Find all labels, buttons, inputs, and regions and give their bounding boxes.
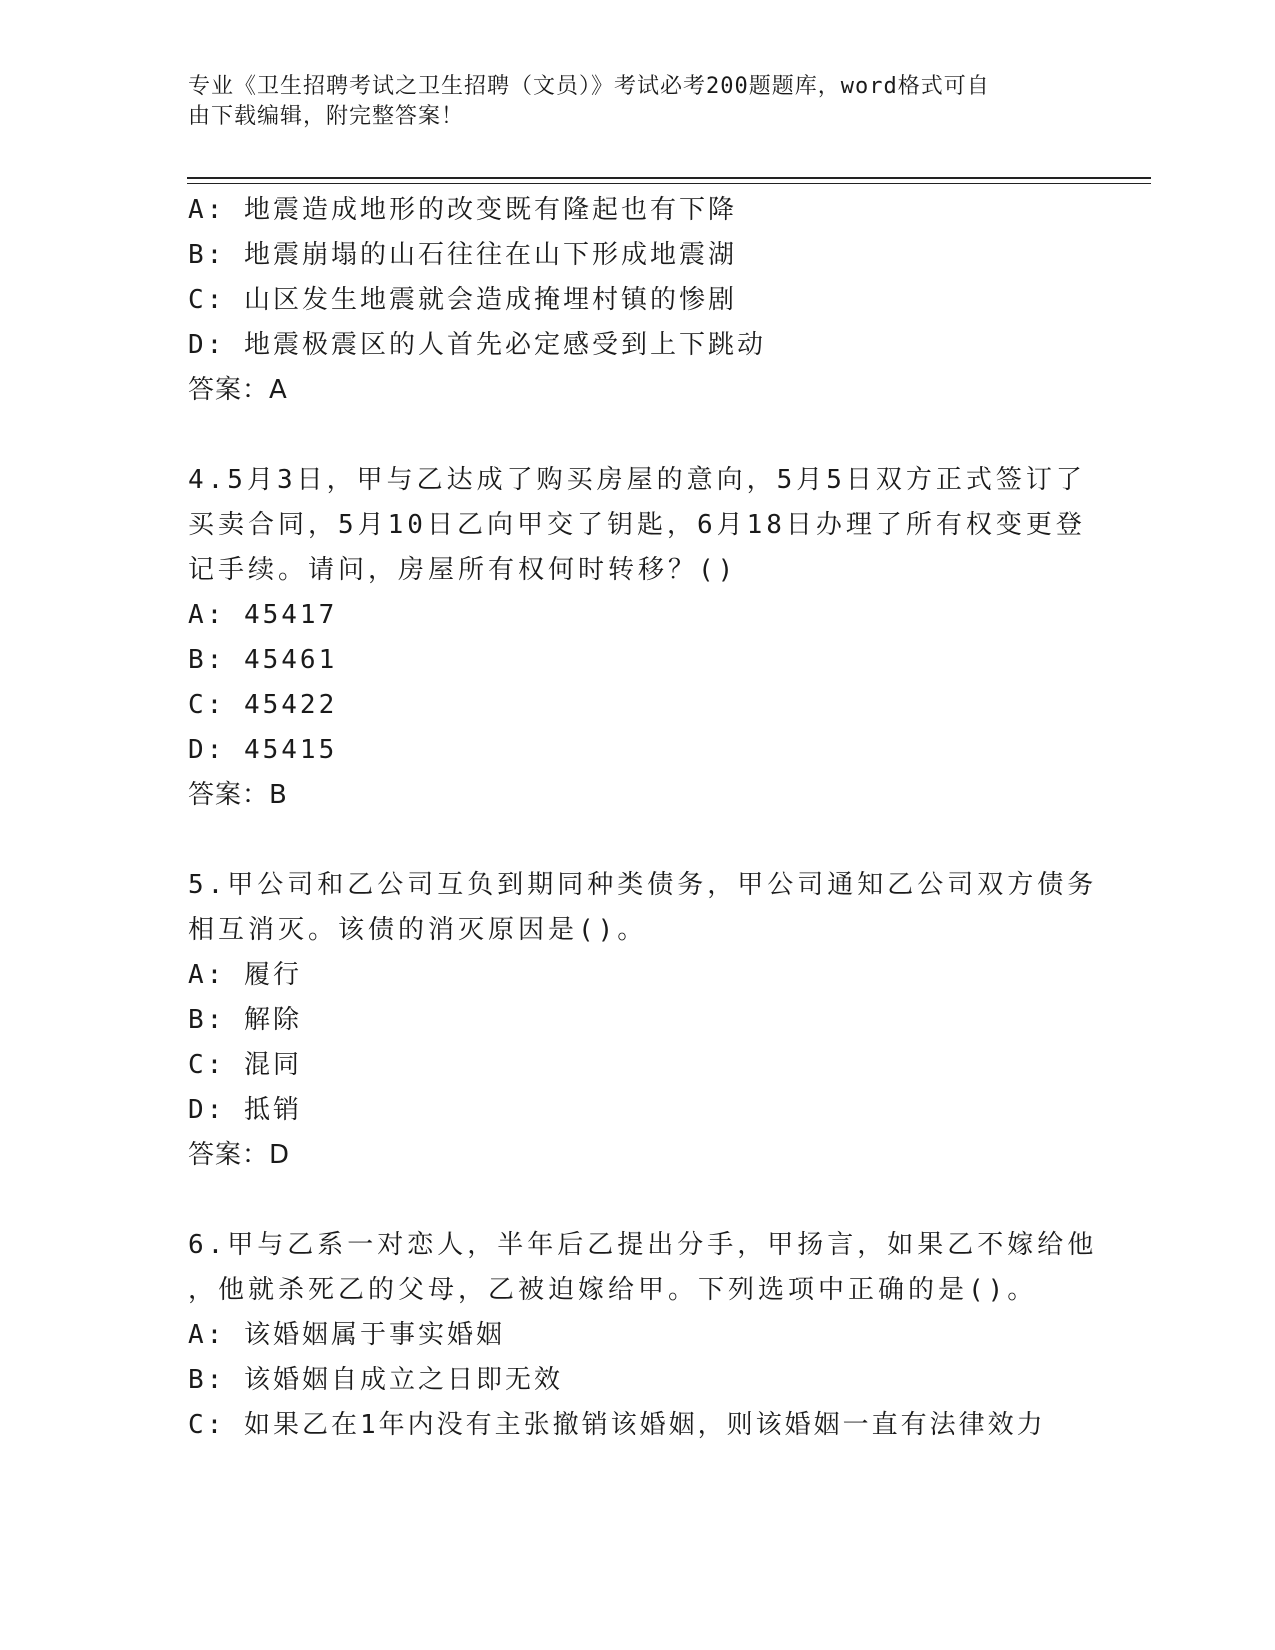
question-4: [188, 458, 1088, 818]
answer-line: 答案：A: [188, 375, 288, 405]
question-6: [188, 1223, 1098, 1448]
option-d: D: 地震极震区的人首先必定感受到上下跳动: [188, 330, 766, 360]
answer-line: 答案：B: [188, 780, 288, 810]
question-list: [188, 188, 1098, 1448]
option-d: D: 抵销: [188, 1095, 302, 1125]
option-a: A: 履行: [188, 960, 302, 990]
stem-line-1: 4.5月3日，甲与乙达成了购买房屋的意向，5月5日双方正式签订了: [188, 465, 1086, 495]
stem-line-2: ，他就杀死乙的父母，乙被迫嫁给甲。下列选项中正确的是()。: [188, 1275, 1038, 1305]
stem-line-2: 买卖合同，5月10日乙向甲交了钥匙，6月18日办理了所有权变更登: [188, 510, 1086, 540]
question-stem: [188, 863, 1098, 953]
document-header: [188, 72, 1078, 132]
option-b: B: 解除: [188, 1005, 302, 1035]
question-stem: [188, 458, 1088, 593]
option-a: A: 45417: [188, 600, 338, 630]
spacer: [188, 413, 1088, 458]
option-a: A: 地震造成地形的改变既有隆起也有下降: [188, 195, 737, 225]
option-b: B: 地震崩塌的山石往往在山下形成地震湖: [188, 240, 737, 270]
header-rule-thin: [187, 183, 1151, 184]
option-c: C: 混同: [188, 1050, 302, 1080]
option-c: C: 如果乙在1年内没有主张撤销该婚姻，则该婚姻一直有法律效力: [188, 1410, 1046, 1440]
option-c: C: 45422: [188, 690, 338, 720]
stem-line-1: 6.甲与乙系一对恋人，半年后乙提出分手，甲扬言，如果乙不嫁给他: [188, 1230, 1098, 1260]
option-a: A: 该婚姻属于事实婚姻: [188, 1320, 505, 1350]
stem-line-2: 相互消灭。该债的消灭原因是()。: [188, 915, 648, 945]
question-3: [188, 188, 1088, 413]
stem-line-1: 5.甲公司和乙公司互负到期同种类债务，甲公司通知乙公司双方债务: [188, 870, 1098, 900]
header-rule-thick: [187, 177, 1151, 179]
header-line-2: 由下载编辑，附完整答案！: [188, 104, 465, 129]
answer-line: 答案：D: [188, 1140, 291, 1170]
option-c: C: 山区发生地震就会造成掩埋村镇的惨剧: [188, 285, 737, 315]
option-d: D: 45415: [188, 735, 338, 765]
question-stem: [188, 1223, 1098, 1313]
option-b: B: 45461: [188, 645, 338, 675]
header-line-1: 专业《卫生招聘考试之卫生招聘（文员）》考试必考200题题库，word格式可自: [188, 74, 990, 99]
option-b: B: 该婚姻自成立之日即无效: [188, 1365, 563, 1395]
spacer: [188, 818, 1088, 863]
question-5: [188, 863, 1098, 1178]
stem-line-3: 记手续。请问，房屋所有权何时转移？(): [188, 555, 738, 585]
spacer: [188, 1178, 1088, 1223]
